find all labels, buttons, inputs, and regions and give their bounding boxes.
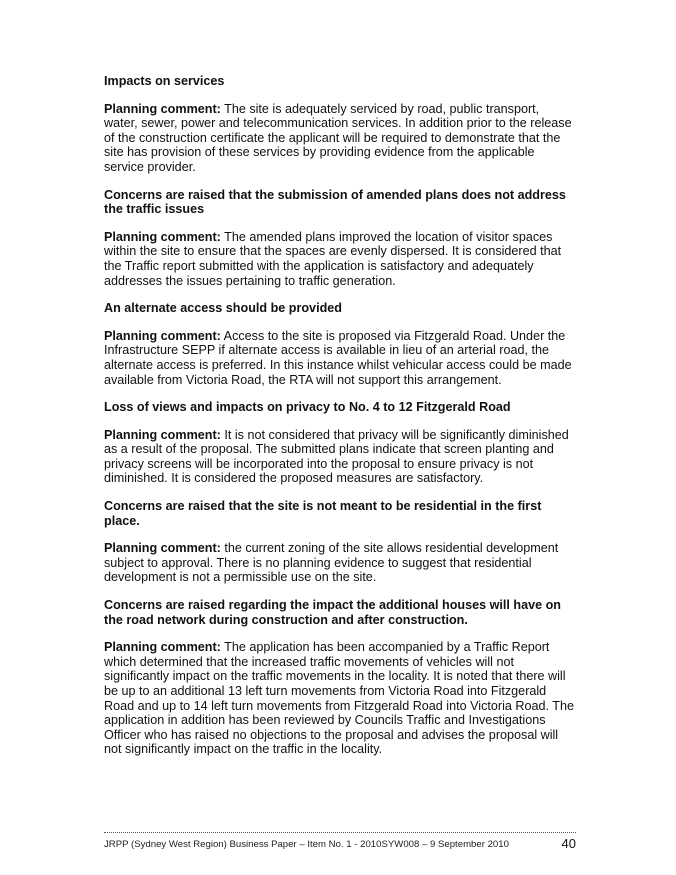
- comment-text: The amended plans improved the location of visitor spaces within the site to ensure that the spaces are evenly dispersed. It is considered that the Traffic report submitted with the application is satisfactory and adequately addresses the issues pertaining to traffic generation.: [104, 229, 562, 288]
- section-amended-plans: [104, 188, 574, 289]
- comment-label: Planning comment:: [104, 101, 221, 116]
- document-body: [104, 74, 574, 770]
- section-heading: Loss of views and impacts on privacy to No. 4 to 12 Fitzgerald Road: [104, 400, 511, 415]
- section-road-network: [104, 598, 574, 757]
- section-heading: Impacts on services: [104, 74, 225, 88]
- comment-text: the current zoning of the site allows residential development subject to approval. There is no planning evidence to suggest that residential development is not a permissible use on the site.: [104, 541, 559, 585]
- footer-text: JRPP (Sydney West Region) Business Paper – Item No. 1 - 2010SYW008 – 9 September 2010: [104, 839, 509, 850]
- comment-label: Planning comment:: [104, 328, 221, 343]
- comment-label: Planning comment:: [104, 541, 221, 556]
- section-heading: Concerns are raised that the site is not meant to be residential in the first place.: [104, 499, 542, 528]
- planning-comment: [104, 329, 574, 387]
- page-footer: [104, 832, 576, 850]
- section-heading: Concerns are raised regarding the impact the additional houses will have on the road network during construction and after construction.: [104, 598, 561, 627]
- section-heading: An alternate access should be provided: [104, 301, 342, 316]
- comment-text: The application has been accompanied by a Traffic Report which determined that the increased traffic movements of vehicles will not significantly impact on the traffic movements in the locality. It is noted that there will be up to an additional 13 left turn movements from Victoria Road into Fitzgerald Road and up to 14 left turn movements from Fitzgerald Road into Victoria Road. The application in addition has been reviewed by Councils Traffic and Investigations Officer who has raised no objections to the proposal and advises the proposal will not significantly impact on the traffic in the locality.: [104, 640, 574, 757]
- planning-comment: [104, 230, 574, 288]
- section-alternate-access: [104, 301, 574, 387]
- planning-comment: [104, 102, 574, 175]
- section-views-privacy: [104, 400, 574, 486]
- planning-comment: [104, 541, 574, 585]
- comment-label: Planning comment:: [104, 427, 221, 442]
- comment-label: Planning comment:: [104, 229, 221, 244]
- page-number: 40: [561, 836, 576, 851]
- comment-text: Access to the site is proposed via Fitzgerald Road. Under the Infrastructure SEPP if alternate access is available in lieu of an arterial road, the alternate access is preferred. In this instance whilst vehicular access could be made available from Victoria Road, the RTA will not support this arrangement.: [104, 328, 572, 387]
- section-residential-zoning: [104, 499, 574, 585]
- comment-text: It is not considered that privacy will be significantly diminished as a result of the proposal. The submitted plans indicate that screen planting and privacy screens will be incorporated into the proposal to ensure privacy is not diminished. It is considered the proposed measures are satisfactory.: [104, 427, 569, 486]
- comment-label: Planning comment:: [104, 640, 221, 655]
- comment-text: The site is adequately serviced by road, public transport, water, sewer, power and telecommunication services. In addition prior to the release of the construction certificate the applicant will be required to demonstrate that the site has provision of these services by providing evidence from the applicable service provider.: [104, 101, 572, 174]
- planning-comment: [104, 640, 574, 757]
- section-heading: Concerns are raised that the submission of amended plans does not address the traffic issues: [104, 187, 566, 217]
- section-services: [104, 74, 574, 175]
- planning-comment: [104, 428, 574, 486]
